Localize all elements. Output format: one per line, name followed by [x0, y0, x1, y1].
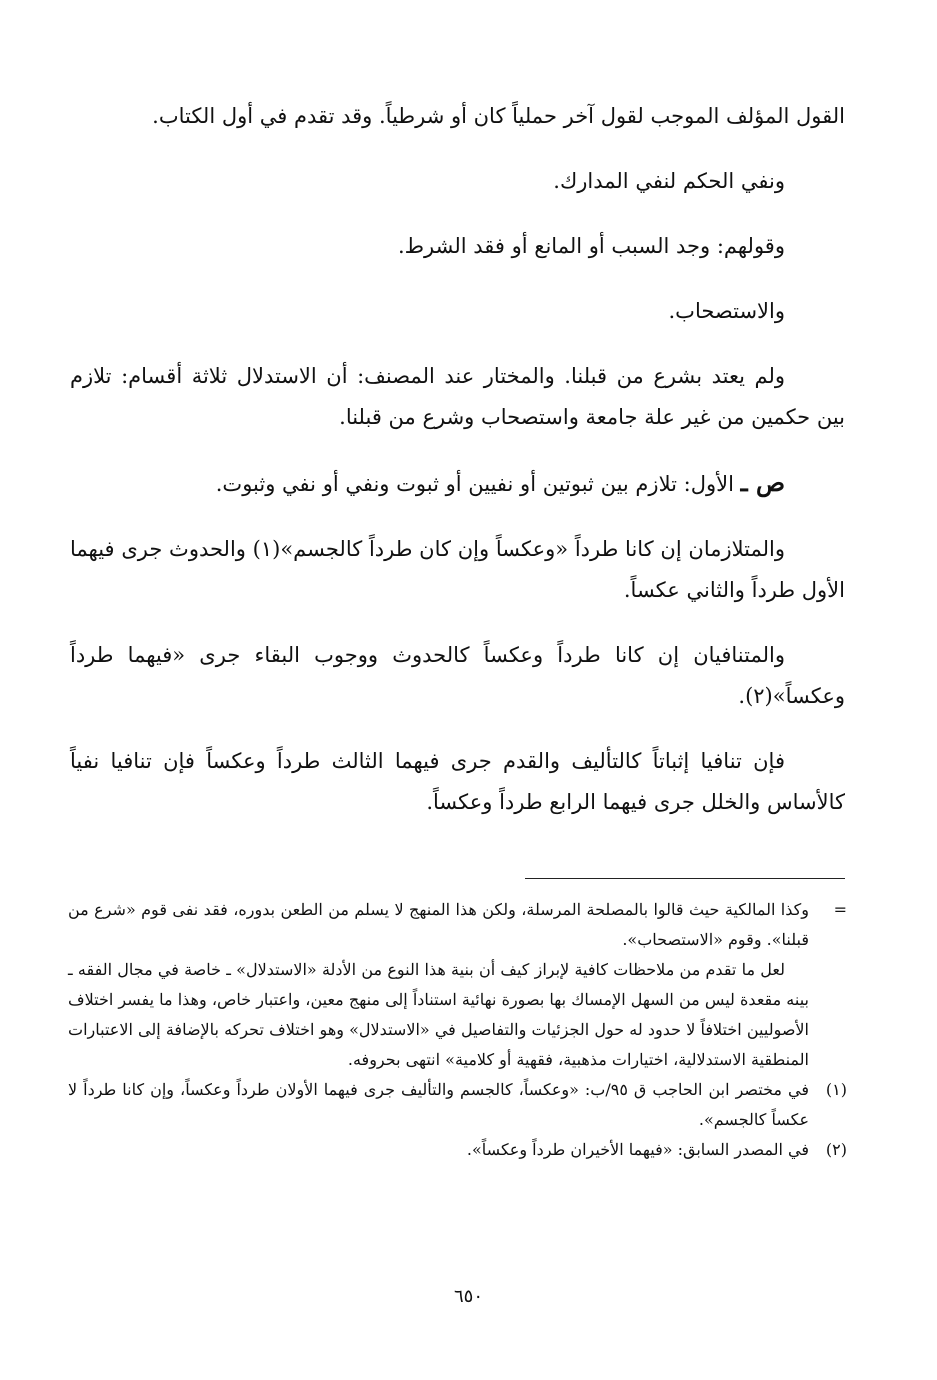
paragraph-7: والمتنافيان إن كانا طرداً وعكساً كالحدوث ووجوب البقاء جرى «فيهما طرداً وعكساً»(٢).	[70, 643, 845, 708]
footnote-2-text: في المصدر السابق: «فيهما الأخيران طرداً وعكساً».	[466, 1140, 809, 1159]
continuation-marker: =	[833, 900, 847, 919]
paragraph-4: والاستصحاب.	[668, 299, 785, 323]
paragraph-2: ونفي الحكم لنفي المدارك.	[553, 169, 785, 193]
footnotes	[68, 895, 847, 1165]
footnote-divider	[525, 878, 845, 879]
footnote-1-marker: (١)	[825, 1080, 847, 1099]
sad-paragraph	[70, 462, 845, 505]
main-text	[70, 96, 845, 847]
footnote-1	[68, 1075, 847, 1135]
footnote-1-text: في مختصر ابن الحاجب ق ٩٥/ب: «وعكساً، كالجسم والتأليف جرى فيهما الأولان طرداً وعكساً، وإن كانا طرداً لا عكساً كالجسم».	[68, 1080, 809, 1129]
page-number: ٦٥٠	[453, 1286, 483, 1307]
footnote-continuation	[68, 895, 847, 955]
sad-text: الأول: تلازم بين ثبوتين أو نفيين أو ثبوت ونفي أو نفي وثبوت.	[215, 472, 734, 496]
footnote-2-marker: (٢)	[825, 1140, 847, 1159]
paragraph-8: فإن تنافيا إثباتاً كالتأليف والقدم جرى فيهما الثالث طرداً وعكساً فإن تنافيا نفياً كالأساس والخلل جرى فيهما الرابع طرداً وعكساً.	[70, 749, 845, 814]
footnote-continuation-paragraph: لعل ما تقدم من ملاحظات كافية لإبراز كيف أن بنية هذا النوع من الأدلة «الاستدلال» ـ خاصة في مجال الفقه ـ بينه مقعدة ليس من السهل الإمساك بها بصورة نهائية استناداً إلى منهج معين، واعتبار خاص، وهذا ما يفسر اختلاف الأصوليين اختلافاً لا حدود له حول الجزئيات والتفاصيل في «الاستدلال» وهو اختلاف تحركه بالإضافة إلى الاعتبارات المنطقية الاستدلالية، اختيارات مذهبية، فقهية أو كلامية» انتهى بحروفه.	[68, 960, 809, 1069]
paragraph-6: والمتلازمان إن كانا طرداً «وعكساً وإن كان طرداً كالجسم»(١) والحدوث جرى فيهما الأول طرداً والثاني عكساً.	[70, 537, 845, 602]
continuation-text: وكذا المالكية حيث قالوا بالمصلحة المرسلة، ولكن هذا المنهج لا يسلم من الطعن بدوره، فقد نفى قوم «شرع من قبلنا». وقوم «الاستصحاب».	[68, 900, 809, 949]
sad-marker: ص ـ	[740, 468, 785, 497]
footnote-2	[68, 1135, 847, 1165]
paragraph-5: ولم يعتد بشرع من قبلنا. والمختار عند المصنف: أن الاستدلال ثلاثة أقسام: تلازم بين حكمين من غير علة جامعة واستصحاب وشرع من قبلنا.	[70, 364, 845, 429]
paragraph-1: القول المؤلف الموجب لقول آخر حملياً كان أو شرطياً. وقد تقدم في أول الكتاب.	[152, 104, 845, 128]
paragraph-3: وقولهم: وجد السبب أو المانع أو فقد الشرط.	[397, 234, 785, 258]
